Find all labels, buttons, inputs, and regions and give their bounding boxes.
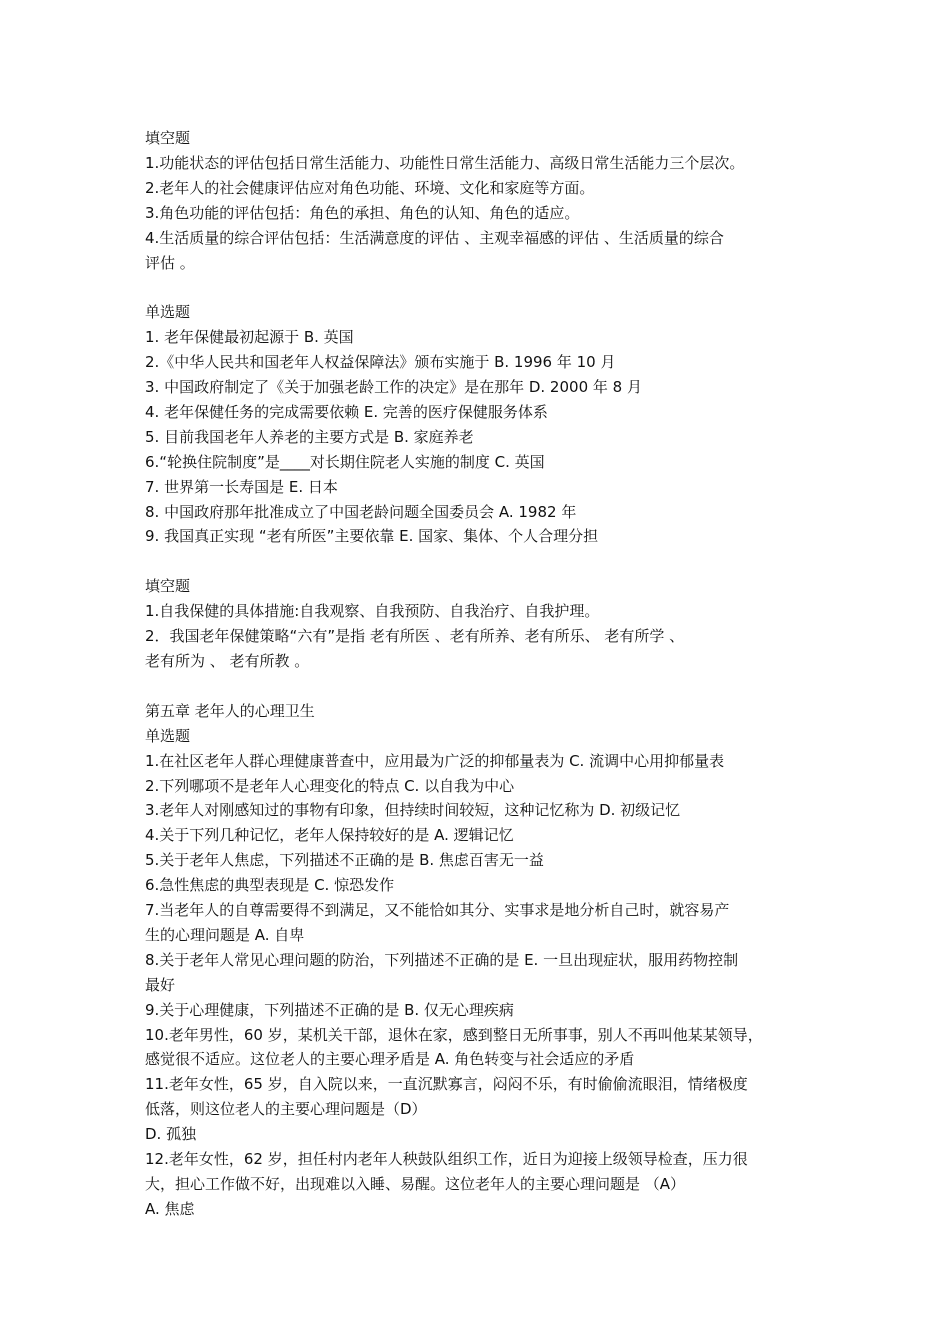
section-heading-single-choice-2: 单选题 — [145, 726, 191, 745]
question-line: 2．我国老年保健策略“六有”是指 老有所医 、老有所养、老有所乐、 老有所学 、 — [145, 627, 685, 646]
paragraph-gap — [145, 549, 825, 574]
question-line: 6.急性焦虑的典型表现是 C. 惊恐发作 — [145, 876, 395, 895]
section-heading-fill-blank-1: 填空题 — [145, 129, 191, 147]
question-line: 11.老年女性，65 岁，自入院以来，一直沉默寡言，闷闷不乐，有时偷偷流眼泪，情绪极度 — [145, 1075, 748, 1094]
question-line: 4.生活质量的综合评估包括：生活满意度的评估 、主观幸福感的评估 、生活质量的综合 — [145, 228, 724, 247]
question-line: 12.老年女性，62 岁，担任村内老年人秧鼓队组织工作，近日为迎接上级领导检查，压力很 — [145, 1150, 748, 1169]
question-line: 生的心理问题是 A. 自卑 — [145, 925, 305, 944]
question-line: 大，担心工作做不好，出现难以入睡、易醒。这位老年人的主要心理问题是 （A） — [145, 1175, 686, 1194]
question-line: 感觉很不适应。这位老人的主要心理矛盾是 A. 角色转变与社会适应的矛盾 — [145, 1050, 635, 1069]
question-line: 4. 老年保健任务的完成需要依赖 E. 完善的医疗保健服务体系 — [145, 402, 548, 421]
question-line: 最好 — [145, 975, 176, 994]
question-line: 3. 中国政府制定了《关于加强老龄工作的决定》是在那年 D. 2000 年 8 月 — [145, 378, 642, 397]
question-line: 7. 世界第一长寿国是 E. 日本 — [145, 477, 338, 496]
question-line: 8. 中国政府那年批准成立了中国老龄问题全国委员会 A. 1982 年 — [145, 502, 577, 521]
document-body — [145, 126, 825, 1222]
question-line: 评估 。 — [145, 253, 195, 272]
question-line: 8.关于老年人常见心理问题的防治，下列描述不正确的是 E. 一旦出现症状，服用药物控制 — [145, 950, 739, 969]
question-line: 2.《中华人民共和国老年人权益保障法》颁布实施于 B. 1996 年 10 月 — [145, 353, 616, 372]
question-line: 1.在社区老年人群心理健康普查中，应用最为广泛的抑郁量表为 C. 流调中心用抑郁量表 — [145, 751, 725, 770]
question-line: 低落，则这位老人的主要心理问题是（D） — [145, 1100, 427, 1119]
question-line: 5.关于老年人焦虑，下列描述不正确的是 B. 焦虑百害无一益 — [145, 851, 544, 870]
question-line: D. 孤独 — [145, 1125, 197, 1144]
paragraph-gap — [145, 275, 825, 300]
question-line: 3.角色功能的评估包括：角色的承担、角色的认知、角色的适应。 — [145, 203, 580, 222]
question-line: 5. 目前我国老年人养老的主要方式是 B. 家庭养老 — [145, 427, 474, 446]
question-line: 7.当老年人的自尊需要得不到满足，又不能恰如其分、实事求是地分析自己时，就容易产 — [145, 901, 730, 920]
question-line: 10.老年男性，60 岁，某机关干部，退休在家，感到整日无所事事，别人不再叫他某某领导， — [145, 1025, 763, 1044]
question-line: 3.老年人对刚感知过的事物有印象，但持续时间较短，这种记忆称为 D. 初级记忆 — [145, 801, 681, 820]
question-line: 6.“轮换住院制度”是____对长期住院老人实施的制度 C. 英国 — [145, 452, 545, 471]
question-line: 2.下列哪项不是老年人心理变化的特点 C. 以自我为中心 — [145, 776, 515, 795]
question-line: 1.自我保健的具体措施:自我观察、自我预防、自我治疗、自我护理。 — [145, 602, 600, 621]
question-line: 9. 我国真正实现 “老有所医”主要依靠 E. 国家、集体、个人合理分担 — [145, 527, 599, 546]
question-line: 2.老年人的社会健康评估应对角色功能、环境、文化和家庭等方面。 — [145, 178, 595, 197]
question-line: 老有所为 、 老有所教 。 — [145, 652, 310, 670]
question-line: 9.关于心理健康，下列描述不正确的是 B. 仅无心理疾病 — [145, 1000, 514, 1019]
section-heading-fill-blank-2: 填空题 — [145, 577, 191, 596]
chapter-title: 第五章 老年人的心理卫生 — [145, 701, 315, 720]
section-heading-single-choice-1: 单选题 — [145, 303, 191, 322]
question-line: 1. 老年保健最初起源于 B. 英国 — [145, 328, 354, 347]
question-line: 1.功能状态的评估包括日常生活能力、功能性日常生活能力、高级日常生活能力三个层次。 — [145, 153, 745, 172]
question-line: A. 焦虑 — [145, 1199, 195, 1218]
paragraph-gap — [145, 674, 825, 699]
question-line: 4.关于下列几种记忆，老年人保持较好的是 A. 逻辑记忆 — [145, 826, 514, 845]
